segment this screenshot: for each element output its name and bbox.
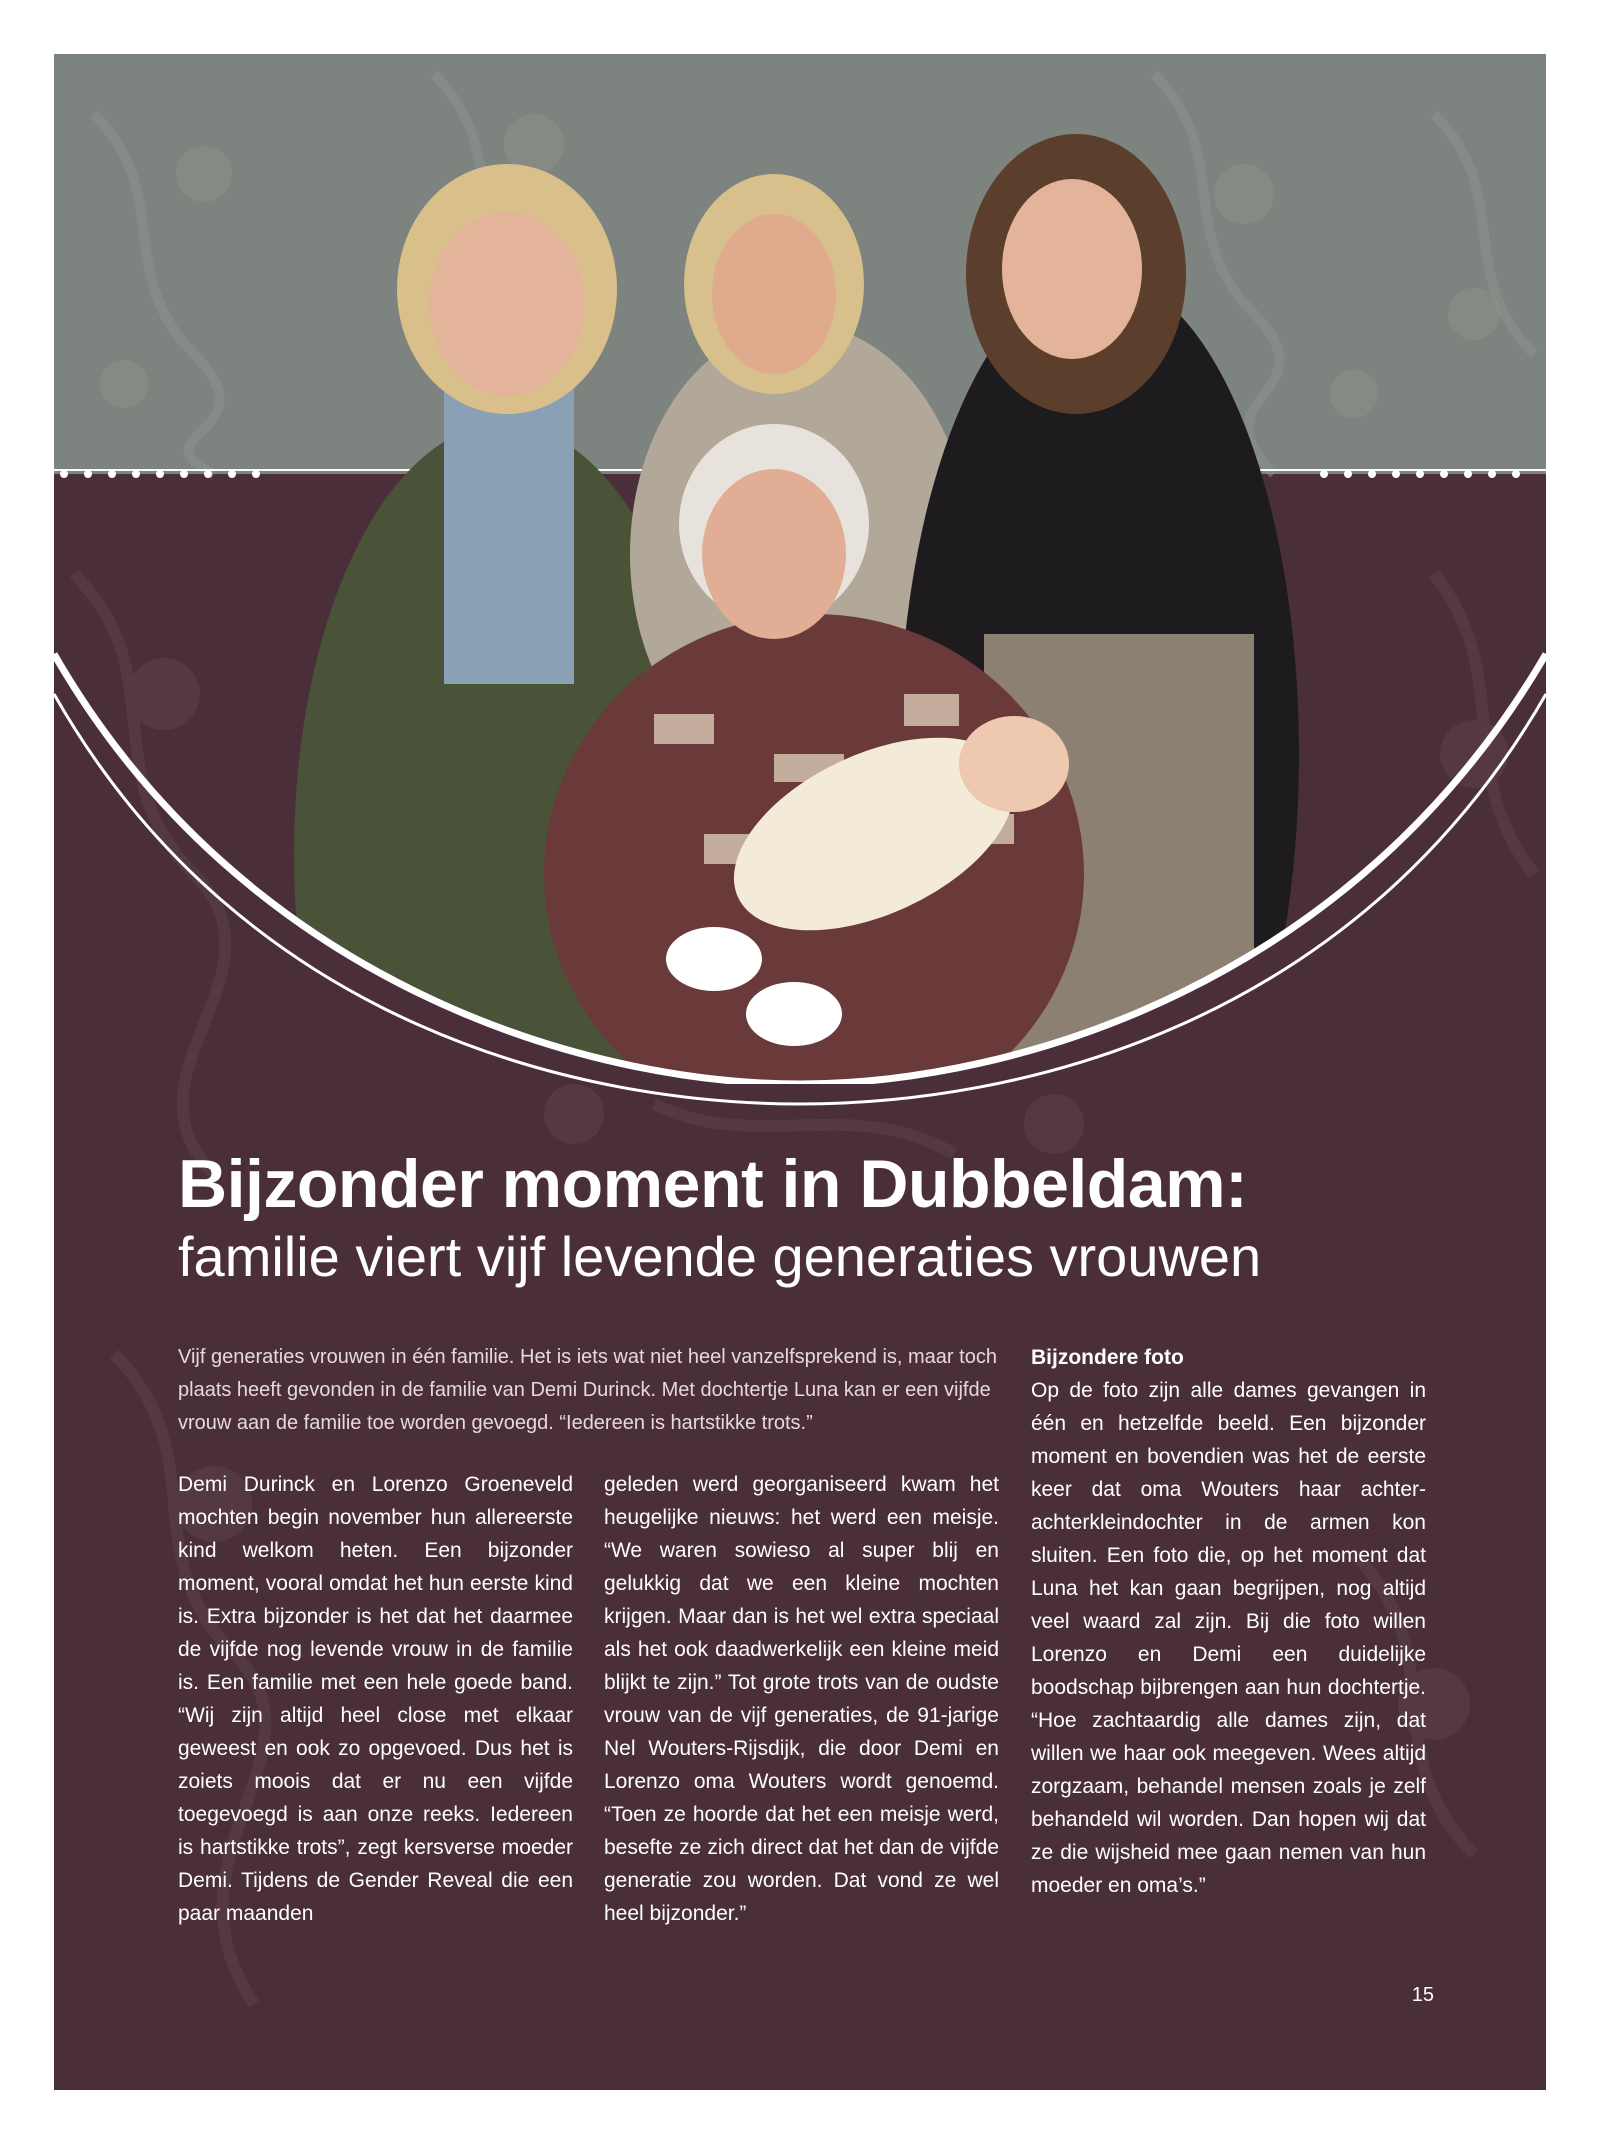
- article-intro: Vijf generaties vrouwen in één familie. Het is iets wat niet heel vanzelfsprekend is, maar toch plaats heeft gevonden in de familie van Demi Durinck. Met dochtertje Luna kan er een vijfde vrouw aan de familie toe worden gevoegd. “Iedereen is hartstikke trots.”: [178, 1346, 997, 1434]
- column-3-heading: Bijzondere foto: [1031, 1346, 1184, 1369]
- page-number: 15: [1411, 1984, 1434, 2006]
- article-column-1: Demi Durinck en Lorenzo Groeneveld mochten begin november hun allereerste kind welkom heten. Een bijzonder moment, vooral omdat het hun eerste kind is. Extra bijzonder is het dat het daarmee de vijfde nog levende vrouw in de familie is. Een familie met een hele goede band. “Wij zijn altijd heel close met elkaar geweest en ook zo opgevoed. Dus het is zoiets moois dat er nu een vijfde toegevoegd is aan onze reeks. Iedereen is hartstikke trots”, zegt kersverse moeder Demi. Tijdens de Gender Reveal die een paar maanden: [178, 1473, 573, 1925]
- magazine-page: [54, 54, 1546, 2090]
- arc-double-line: [54, 54, 1546, 1154]
- article-column-3: [1031, 1341, 1426, 1902]
- column-3-body: Op de foto zijn alle dames gevangen in één en hetzelfde beeld. Een bijzonder moment en bovendien was het de eerste keer dat oma Wouters haar achter-achterkleindochter in de armen kon sluiten. Een foto die, op het moment dat Luna het kan gaan begrijpen, nog altijd veel waard zal zijn. Bij die foto willen Lorenzo en Demi een duidelijke boodschap bijbrengen aan hun dochtertje. “Hoe zachtaardig alle dames zijn, dat willen we haar ook meegeven. Wees altijd zorgzaam, behandel mensen zoals je zelf behandeld wil worden. Dan hopen wij dat ze die wijsheid mee gaan nemen van hun moeder en oma’s.”: [1031, 1379, 1426, 1897]
- article-subheadline: familie viert vijf levende generaties vrouwen: [178, 1225, 1262, 1288]
- article-column-2: geleden werd georganiseerd kwam het heugelijke nieuws: het werd een meisje. “We waren sowieso al super blij en gelukkig dat we een kleine mochten krijgen. Maar dan is het wel extra speciaal als het ook daadwerkelijk een kleine meid blijkt te zijn.” Tot grote trots van de oudste vrouw van de vijf generaties, de 91-jarige Nel Wouters-Rijsdijk, die door Demi en Lorenzo oma Wouters wordt genoemd. “Toen ze hoorde dat het een meisje werd, besefte ze zich direct dat het dan de vijfde generatie zou worden. Dat vond ze wel heel bijzonder.”: [604, 1473, 999, 1925]
- article-headline: Bijzonder moment in Dubbeldam:: [178, 1146, 1248, 1222]
